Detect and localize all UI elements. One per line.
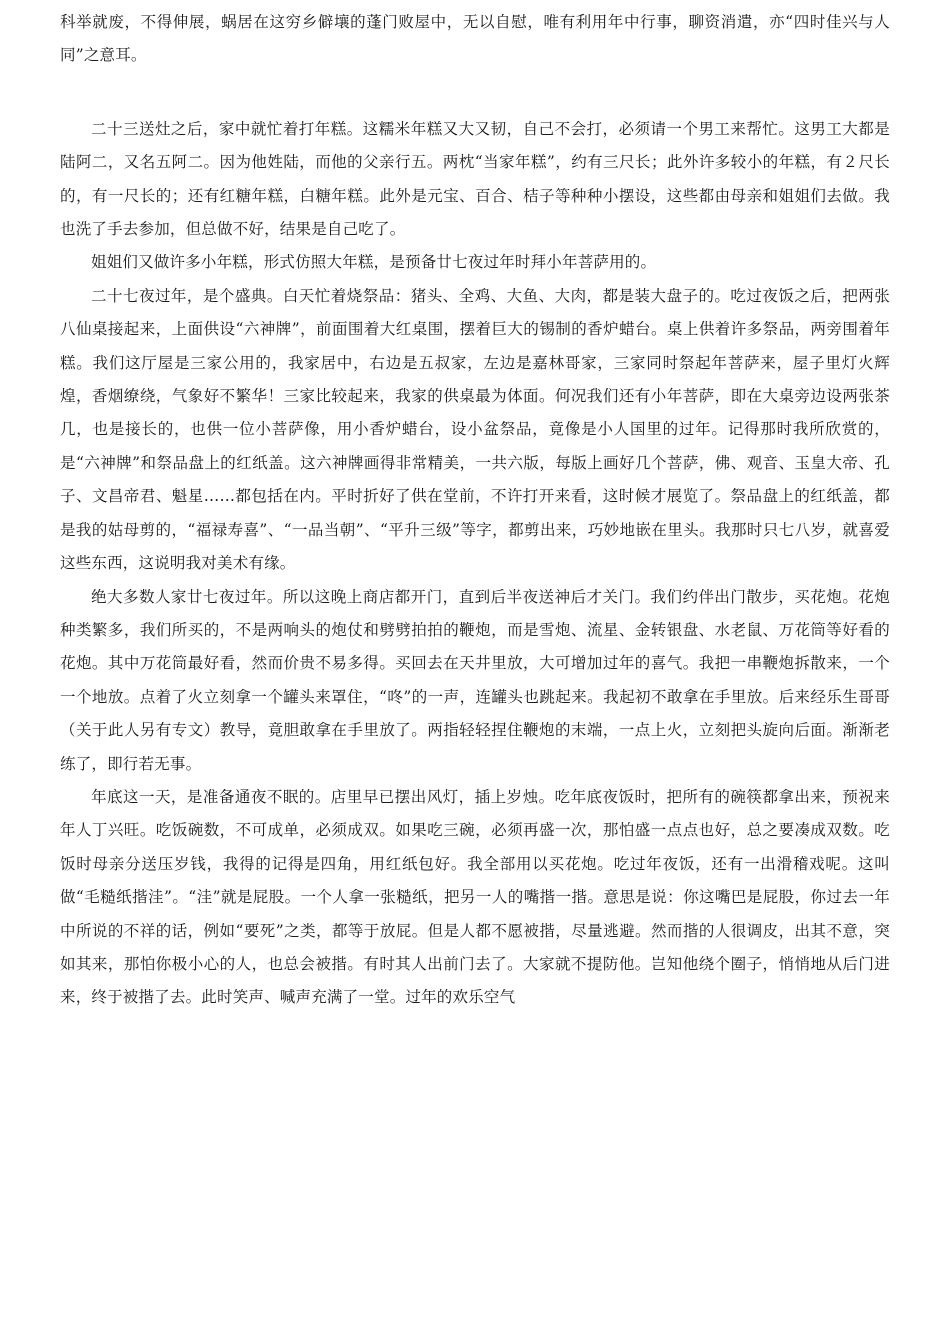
paragraph-1: 科举就废，不得伸展，蜗居在这穷乡僻壤的蓬门败屋中，无以自慰，唯有利用年中行事，聊资消遣，亦“四时佳兴与人同”之意耳。 (60, 13, 890, 65)
paragraph-2: 二十三送灶之后，家中就忙着打年糕。这糯米年糕又大又韧，自己不会打，必须请一个男工来帮忙。这男工大都是陆阿二，又名五阿二。因为他姓陆，而他的父亲行五。两枕“当家年糕”，约有三尺长；此外许多较小的年糕，有２尺长的，有一尺长的；还有红糖年糕，白糖年糕。此外是元宝、百合、桔子等种种小摆设，这些都由母亲和姐姐们去做。我也洗了手去参加，但总做不好，结果是自己吃了。 (60, 119, 890, 239)
paragraph-6: 年底这一天，是准备通夜不眠的。店里早已摆出风灯，插上岁烛。吃年底夜饭时，把所有的碗筷都拿出来，预祝来年人丁兴旺。吃饭碗数，不可成单，必须成双。如果吃三碗，必须再盛一次，那怕盛一点点也好，总之要凑成双数。吃饭时母亲分送压岁钱，我得的记得是四角，用红纸包好。我全部用以买花炮。吃过年夜饭，还有一出滑稽戏呢。这叫做“毛糙纸揩洼”。“洼”就是屁股。一个人拿一张糙纸，把另一人的嘴揩一揩。意思是说：你这嘴巴是屁股，你过去一年中所说的不祥的话，例如“要死”之类，都等于放屁。但是人都不愿被揩，尽量逃避。然而揩的人很调皮，出其不意，突如其来，那怕你极小心的人，也总会被揩。有时其人出前门去了。大家就不提防他。岂知他绕个圈子，悄悄地从后门进来，终于被揩了去。此时笑声、喊声充满了一堂。过年的欢乐空气 (60, 787, 890, 1007)
paragraph-4: 二十七夜过年，是个盛典。白天忙着烧祭品：猪头、全鸡、大鱼、大肉，都是装大盘子的。吃过夜饭之后，把两张八仙桌接起来，上面供设“六神牌”，前面围着大红桌围，摆着巨大的锡制的香炉蜡台。桌上供着许多祭品，两旁围着年糕。我们这厅屋是三家公用的，我家居中，右边是五叔家，左边是嘉林哥家，三家同时祭起年菩萨来，屋子里灯火辉煌，香烟缭绕，气象好不繁华！三家比较起来，我家的供桌最为体面。何况我们还有小年菩萨，即在大桌旁边设两张茶几，也是接长的，也供一位小菩萨像，用小香炉蜡台，设小盆祭品，竟像是小人国里的过年。记得那时我所欣赏的，是“六神牌”和祭品盘上的红纸盖。这六神牌画得非常精美，一共六版，每版上画好几个菩萨，佛、观音、玉皇大帝、孔子、文昌帝君、魁星……都包括在内。平时折好了供在堂前，不许打开来看，这时候才展览了。祭品盘上的红纸盖，都是我的姑母剪的，“福禄寿喜”、“一品当朝”、“平升三级”等字，都剪出来，巧妙地嵌在里头。我那时只七八岁，就喜爱这些东西，这说明我对美术有缘。 (60, 286, 890, 573)
paragraph-3: 姐姐们又做许多小年糕，形式仿照大年糕，是预备廿七夜过年时拜小年菩萨用的。 (91, 253, 657, 272)
document-page (60, 6, 890, 1015)
paragraph-5: 绝大多数人家廿七夜过年。所以这晚上商店都开门，直到后半夜送神后才关门。我们约伴出门散步，买花炮。花炮种类繁多，我们所买的，不是两响头的炮仗和劈劈拍拍的鞭炮，而是雪炮、流星、金转银盘、水老鼠、万花筒等好看的花炮。其中万花筒最好看，然而价贵不易多得。买回去在天井里放，大可增加过年的喜气。我把一串鞭炮拆散来，一个一个地放。点着了火立刻拿一个罐头来罩住，“咚”的一声，连罐头也跳起来。我起初不敢拿在手里放。后来经乐生哥哥（关于此人另有专文）教导，竟胆敢拿在手里放了。两指轻轻捏住鞭炮的末端，一点上火，立刻把头旋向后面。渐渐老练了，即行若无事。 (60, 587, 890, 773)
